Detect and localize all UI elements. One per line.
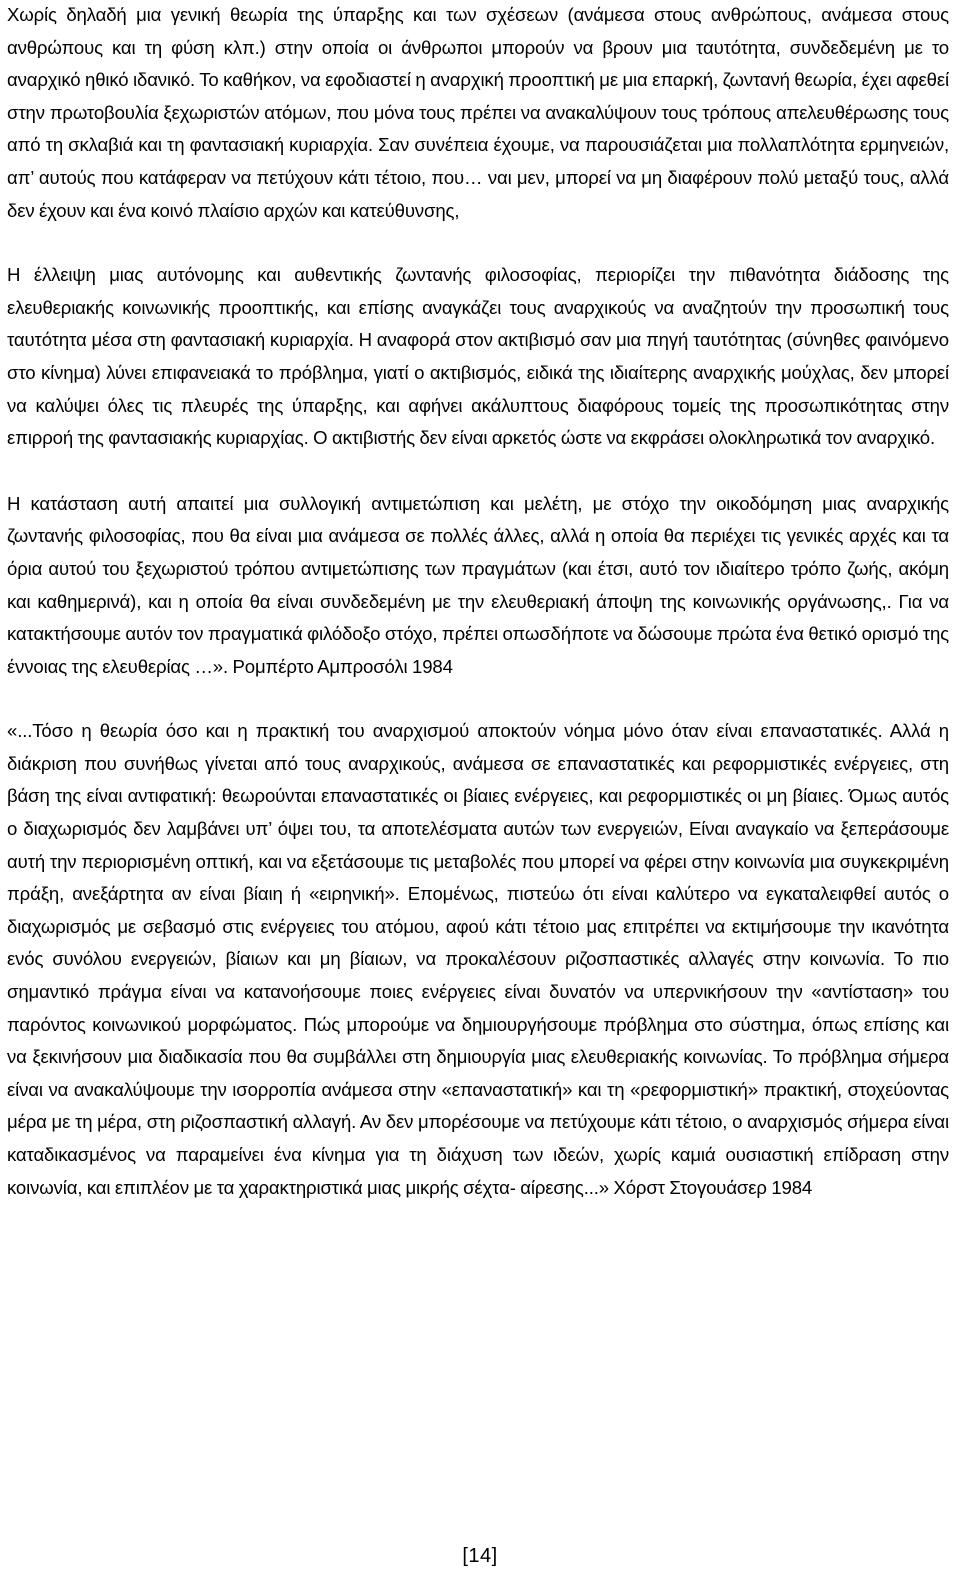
document-page xyxy=(7,0,949,1204)
paragraph-3: Η κατάσταση αυτή απαιτεί μια συλλογική αντιμετώπιση και μελέτη, με στόχο την οικοδόμηση μιας αναρχικής ζωντανής φιλοσοφίας, που θα είναι μια ανάμεσα σε πολλές άλλες, αλλά η οποία θα περιέχει τις γενικές αρχές και τα όρια αυτού του ξεχωριστού τρόπου αντιμετώπισης των πραγμάτων (και έτσι, αυτό τον ιδιαίτερο τρόπο ζωής, ακόμη και καθημερινά), και η οποία θα είναι συνδεδεμένη με την ελευθεριακή άποψη της κοινωνικής οργάνωσης,. Για να κατακτήσουμε αυτόν τον πραγματικά φιλόδοξο στόχο, πρέπει οπωσδήποτε να δώσουμε πρώτα ένα θετικό ορισμό της έννοιας της ελευθερίας …». Ρομπέρτο Αμπροσόλι 1984 xyxy=(7,492,949,677)
paragraph-2: Η έλλειψη μιας αυτόνομης και αυθεντικής ζωντανής φιλοσοφίας, περιορίζει την πιθανότητα διάδοσης της ελευθεριακής κοινωνικής προοπτικής, και επίσης αναγκάζει τους αναρχικούς να αναζητούν την προσωπική τους ταυτότητα μέσα στη φαντασιακή κυριαρχία. Η αναφορά στον ακτιβισμό σαν μια πηγή ταυτότητας (σύνηθες φαινόμενο στο κίνημα) λύνει επιφανειακά το πρόβλημα, γιατί ο ακτιβισμός, ειδικά της ιδιαίτερης αναρχικής μούχλας, δεν μπορεί να καλύψει όλες τις πλευρές της ύπαρξης, και αφήνει ακάλυπτους διαφόρους τομείς της προσωπικότητας στην επιρροή της φαντασιακής κυριαρχίας. Ο ακτιβιστής δεν είναι αρκετός ώστε να εκφράσει ολοκληρωτικά τον αναρχικό. xyxy=(7,264,949,449)
page-number: [14] xyxy=(462,1545,498,1567)
paragraph-4: «...Τόσο η θεωρία όσο και η πρακτική του αναρχισμού αποκτούν νόημα μόνο όταν είναι επαναστατικές. Αλλά η διάκριση που συνήθως γίνεται από τους αναρχικούς, ανάμεσα σε επαναστατικές και ρεφορμιστικές ενέργειες, στη βάση της είναι αντιφατική: θεωρούνται επαναστατικές οι βίαιες ενέργειες, και ρεφορμιστικές οι μη βίαιες. Όμως αυτός ο διαχωρισμός δεν λαμβάνει υπ’ όψει του, τα αποτελέσματα αυτών των ενεργειών, Είναι αναγκαίο να ξεπεράσουμε αυτή την περιορισμένη οπτική, και να εξετάσουμε τις μεταβολές που μπορεί να φέρει στην κοινωνία μια συγκεκριμένη πράξη, ανεξάρτητα αν είναι βίαιη ή «ειρηνική». Επομένως, πιστεύω ότι είναι καλύτερο να εγκαταλειφθεί αυτός ο διαχωρισμός με σεβασμό στις ενέργειες του ατόμου, αφού κάτι τέτοιο μας επιτρέπει να εκτιμήσουμε την ικανότητα ενός συνόλου ενεργειών, βίαιων και μη βίαιων, να προκαλέσουν ριζοσπαστικές αλλαγές στην κοινωνία. Το πιο σημαντικό πράγμα είναι να κατανοήσουμε ποιες ενέργειες είναι δυνατόν να υπερνικήσουν την «αντίσταση» του παρόντος κοινωνικού μορφώματος. Πώς μπορούμε να δημιουργήσουμε πρόβλημα στο σύστημα, όπως επίσης και να ξεκινήσουν μια διαδικασία που θα συμβάλλει στη δημιουργία μιας ελευθεριακής κοινωνίας. Το πρόβλημα σήμερα είναι να ανακαλύψουμε την ισορροπία ανάμεσα στην «επαναστατική» και τη «ρεφορμιστική» πρακτική, στοχεύοντας μέρα με τη μέρα, στη ριζοσπαστική αλλαγή. Αν δεν μπορέσουμε να πετύχουμε κάτι τέτοιο, ο αναρχισμός σήμερα είναι καταδικασμένος να παραμείνει ένα κίνημα για τη διάχυση των ιδεών, χωρίς καμιά ουσιαστική επίδραση στην κοινωνία, και επιπλέον με τα χαρακτηριστικά μιας μικρής σέχτα- αίρεσης...» Χόρστ Στογουάσερ 1984 xyxy=(7,720,949,1198)
paragraph-1: Χωρίς δηλαδή μια γενική θεωρία της ύπαρξης και των σχέσεων (ανάμεσα στους ανθρώπους, ανάμεσα στους ανθρώπους και τη φύση κλπ.) στην οποία οι άνθρωποι μπορούν να βρουν μια ταυτότητα, συνδεδεμένη με το αναρχικό ηθικό ιδανικό. Το καθήκον, να εφοδιαστεί η αναρχική προοπτική με μια επαρκή, ζωντανή θεωρία, έχει αφεθεί στην πρωτοβουλία ξεχωριστών ατόμων, που μόνα τους πρέπει να ανακαλύψουν τους τρόπους απελευθέρωσης τους από τη σκλαβιά και τη φαντασιακή κυριαρχία. Σαν συνέπεια έχουμε, να παρουσιάζεται μια πολλαπλότητα ερμηνειών, απ’ αυτούς που κατάφεραν να πετύχουν κάτι τέτοιο, που… ναι μεν, μπορεί να μη διαφέρουν πολύ μεταξύ τους, αλλά δεν έχουν και ένα κοινό πλαίσιο αρχών και κατεύθυνσης, xyxy=(7,4,949,221)
